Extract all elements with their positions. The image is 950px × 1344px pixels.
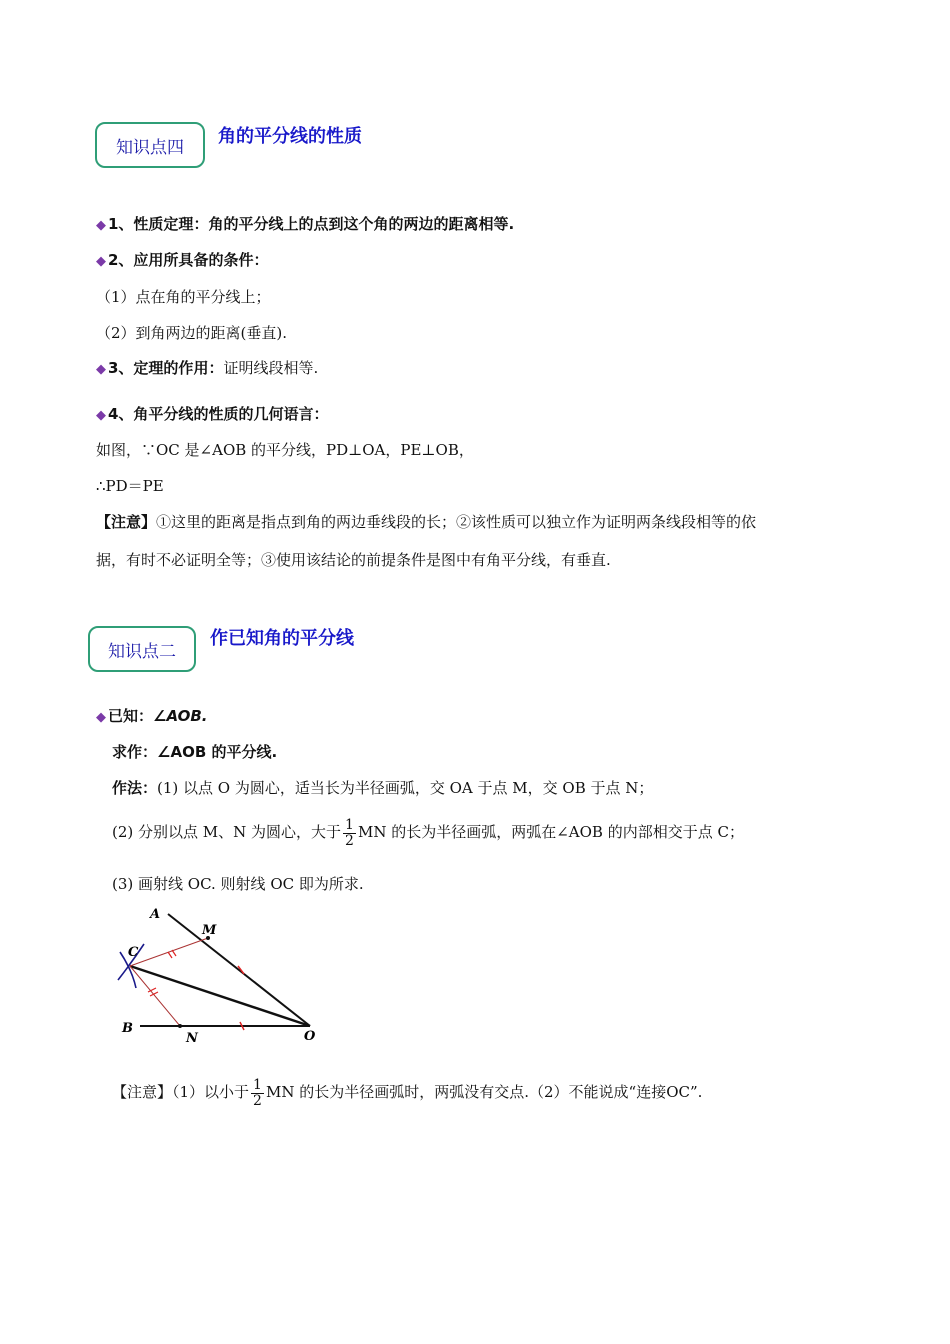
- section-title-2: 作已知角的平分线: [210, 628, 354, 649]
- ray-oa: [168, 914, 310, 1026]
- label-c: C: [128, 945, 139, 960]
- geometry-statement: 如图，∵OC 是∠AOB 的平分线，PD⊥OA，PE⊥OB，: [96, 441, 474, 459]
- label-o: O: [304, 1029, 316, 1044]
- note-line-2: 据，有时不必证明全等；③使用该结论的前提条件是图中有角平分线，有垂直.: [96, 551, 611, 569]
- property-theorem: ◆ 1、性质定理：角的平分线上的点到这个角的两边的距离相等.: [96, 215, 515, 233]
- section-badge-4: 知识点四: [95, 122, 205, 168]
- point-n: [178, 1024, 182, 1028]
- diamond-bullet-icon: ◆: [96, 362, 106, 377]
- fraction-half: $\frac{1}{2}$: [345, 816, 354, 849]
- segment-cm: [130, 938, 208, 966]
- section-title-4: 角的平分线的性质: [218, 126, 362, 147]
- construction-note: 【注意】（1）以小于 $\frac{1}{2}$ MN 的长为半径画弧时，两弧没有交点.（2）不能说成“连接OC”.: [112, 1076, 703, 1109]
- note-line-1: 【注意】①这里的距离是指点到角的两边垂线段的长；②该性质可以独立作为证明两条线段相等的依: [96, 513, 757, 531]
- conditions-heading: ◆ 2、应用所具备的条件：: [96, 251, 269, 269]
- label-n: N: [186, 1031, 198, 1046]
- diamond-bullet-icon: ◆: [96, 710, 106, 725]
- geometry-conclusion: ∴PD＝PE: [96, 477, 164, 495]
- condition-1: （1）点在角的平分线上；: [96, 288, 271, 306]
- diamond-bullet-icon: ◆: [96, 218, 106, 233]
- construction-step-2: (2) 分别以点 M、N 为圆心，大于 $\frac{1}{2}$ MN 的长为半径画弧，两弧在∠AOB 的内部相交于点 C；: [112, 816, 744, 849]
- diamond-bullet-icon: ◆: [96, 254, 106, 269]
- ray-oc: [130, 966, 310, 1026]
- construction-goal: 求作：∠AOB 的平分线.: [112, 743, 278, 761]
- construction-step-1: 作法：(1) 以点 O 为圆心，适当长为半径画弧，交 OA 于点 M，交 OB 于点 N；: [112, 779, 654, 797]
- known-condition: ◆ 已知：∠AOB.: [96, 707, 208, 725]
- label-b: B: [122, 1021, 133, 1036]
- section-badge-2: 知识点二: [88, 626, 196, 672]
- fraction-half: $\frac{1}{2}$: [253, 1076, 262, 1109]
- construction-step-3: (3) 画射线 OC. 则射线 OC 即为所求.: [112, 875, 364, 893]
- label-a: A: [150, 907, 161, 922]
- tick-cm-2: [172, 950, 176, 956]
- label-m: M: [202, 923, 217, 938]
- geometry-language-heading: ◆ 4、角平分线的性质的几何语言：: [96, 405, 329, 423]
- diamond-bullet-icon: ◆: [96, 408, 106, 423]
- condition-2: （2）到角两边的距离(垂直).: [96, 324, 288, 342]
- theorem-purpose: ◆ 3、定理的作用：证明线段相等.: [96, 359, 319, 377]
- angle-bisector-diagram: [110, 900, 330, 1050]
- tick-cm-1: [168, 952, 172, 958]
